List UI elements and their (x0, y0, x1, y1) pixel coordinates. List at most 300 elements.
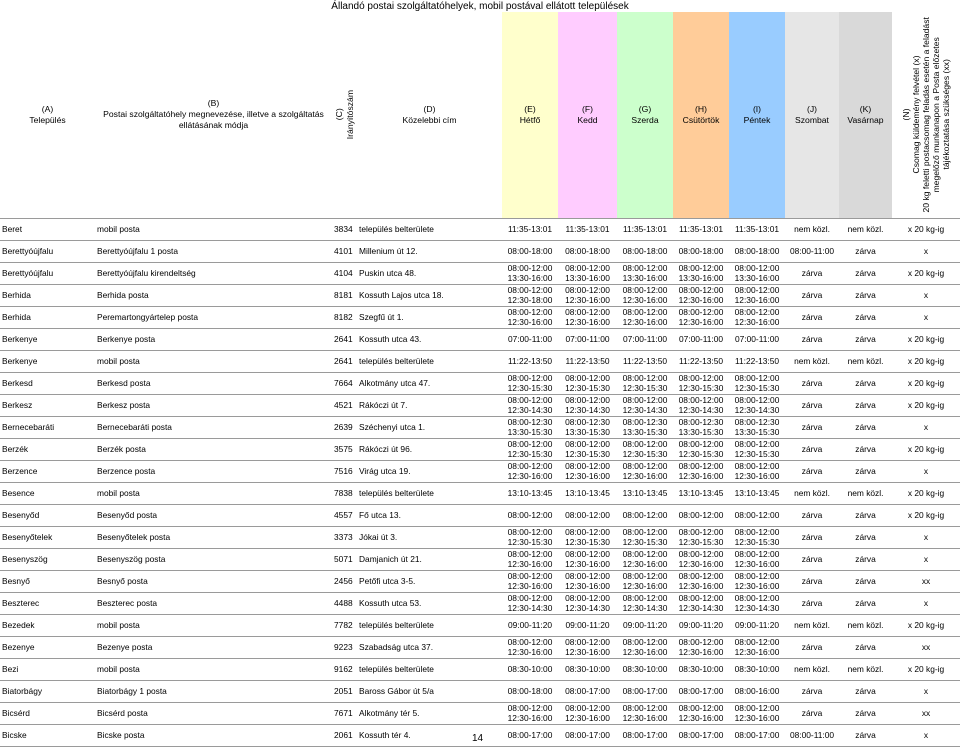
cell-n: x 20 kg-ig (907, 510, 945, 520)
cell-b: mobil posta (97, 356, 140, 366)
cell-j: zárva (801, 576, 823, 586)
cell-d: Virág utca 19. (359, 466, 411, 476)
cell-f (558, 702, 617, 724)
time-range: 13:30-15:30 (678, 427, 724, 437)
time-range: 12:30-16:00 (678, 581, 724, 591)
cell-i (729, 262, 785, 284)
time-range: 12:30-16:00 (565, 581, 610, 591)
cell-a: Berzence (2, 466, 38, 476)
header-f-line: Kedd (577, 114, 598, 125)
time-range: 08:00-12:00 (678, 549, 724, 559)
time-range: 08:00-12:00 (734, 395, 780, 405)
cell-e (502, 284, 558, 306)
cell-k: zárva (855, 444, 876, 454)
time-range: 08:00-12:00 (507, 510, 553, 520)
time-range: 12:30-15:30 (622, 537, 668, 547)
header-n-line: (N) (901, 108, 911, 121)
cell-b: Berkesz posta (97, 400, 151, 410)
cell-e (502, 526, 558, 548)
cell-f (558, 262, 617, 284)
cell-j: zárva (801, 400, 823, 410)
cell-a: Berhida (2, 290, 31, 300)
cell-d: település belterülete (359, 664, 434, 674)
time-range: 13:30-15:30 (734, 427, 780, 437)
cell-k: nem közl. (847, 224, 884, 234)
time-range: 08:00-12:00 (565, 571, 610, 581)
cell-b: Besnyő posta (97, 576, 148, 586)
time-range: 12:30-16:00 (507, 647, 553, 657)
cell-a: Berettyóújfalu (2, 268, 54, 278)
time-range: 08:00-18:00 (734, 246, 780, 256)
cell-j: zárva (801, 466, 823, 476)
cell-f (558, 680, 617, 702)
cell-e (502, 636, 558, 658)
cell-f (558, 328, 617, 350)
time-range: 08:00-12:00 (565, 373, 610, 383)
cell-a: Bezi (2, 664, 19, 674)
cell-j: nem közl. (794, 224, 830, 234)
time-range: 11:22-13:50 (734, 356, 780, 366)
time-range: 08:00-12:00 (622, 439, 668, 449)
time-range: 08:00-12:00 (734, 549, 780, 559)
cell-d: Szabadság utca 37. (359, 642, 434, 652)
cell-a: Beszterec (2, 598, 40, 608)
cell-c: 9223 (334, 642, 353, 652)
table-row (0, 218, 960, 240)
time-range: 13:10-13:45 (678, 488, 724, 498)
time-range: 13:30-15:30 (565, 427, 610, 437)
cell-c: 7838 (334, 488, 353, 498)
cell-j: zárva (801, 444, 823, 454)
cell-h (673, 504, 729, 526)
cell-j: zárva (801, 312, 823, 322)
table-body (0, 218, 960, 746)
time-range: 12:30-16:00 (734, 295, 780, 305)
cell-a: Besenyőd (2, 510, 40, 520)
cell-i (729, 372, 785, 394)
header-n-line: tájékoztatása szükséges (xx) (941, 59, 951, 170)
cell-f (558, 460, 617, 482)
time-range: 12:30-16:00 (565, 559, 610, 569)
table-row (0, 438, 960, 460)
cell-e (502, 218, 558, 240)
cell-j: 08:00-11:00 (789, 730, 835, 740)
time-range: 12:30-15:30 (507, 449, 553, 459)
time-range: 08:00-17:00 (622, 730, 668, 740)
cell-g (617, 416, 673, 438)
cell-h (673, 570, 729, 592)
cell-i (729, 548, 785, 570)
time-range: 13:30-16:00 (507, 273, 553, 283)
cell-i (729, 526, 785, 548)
time-range: 08:00-12:00 (507, 395, 553, 405)
cell-g (617, 218, 673, 240)
cell-b: Besenyőd posta (97, 510, 158, 520)
time-range: 08:00-12:00 (507, 263, 553, 273)
time-range: 08:00-12:00 (622, 549, 668, 559)
time-range: 12:30-16:00 (678, 317, 724, 327)
cell-b: Berkesd posta (97, 378, 151, 388)
cell-d: Kossuth tér 4. (359, 730, 411, 740)
cell-h (673, 306, 729, 328)
cell-h (673, 284, 729, 306)
cell-c: 3575 (334, 444, 353, 454)
time-range: 12:30-16:00 (565, 713, 610, 723)
cell-h (673, 592, 729, 614)
cell-g (617, 306, 673, 328)
time-range: 08:00-12:00 (565, 263, 610, 273)
cell-c: 8181 (334, 290, 353, 300)
cell-k: zárva (855, 730, 876, 740)
cell-e (502, 416, 558, 438)
time-range: 08:30-10:00 (565, 664, 610, 674)
table-row (0, 240, 960, 262)
time-range: 08:00-12:00 (734, 439, 780, 449)
cell-c: 7516 (334, 466, 353, 476)
table-row (0, 592, 960, 614)
time-range: 12:30-14:30 (622, 603, 668, 613)
time-range: 08:00-12:00 (734, 263, 780, 273)
cell-k: zárva (855, 378, 876, 388)
header-j-line: Szombat (795, 114, 829, 125)
time-range: 11:22-13:50 (622, 356, 668, 366)
cell-e (502, 372, 558, 394)
cell-j: zárva (801, 532, 823, 542)
cell-c: 4521 (334, 400, 353, 410)
table-row (0, 328, 960, 350)
cell-d: Kossuth utca 53. (359, 598, 422, 608)
time-range: 08:00-12:00 (622, 703, 668, 713)
time-range: 12:30-14:30 (565, 405, 610, 415)
cell-e (502, 592, 558, 614)
time-range: 12:30-14:30 (565, 603, 610, 613)
table-row (0, 658, 960, 680)
time-range: 12:30-15:30 (678, 383, 724, 393)
header-f-line: (F) (582, 103, 593, 114)
time-range: 08:00-12:00 (565, 549, 610, 559)
time-range: 08:00-12:00 (622, 395, 668, 405)
cell-i (729, 218, 785, 240)
cell-f (558, 218, 617, 240)
time-range: 08:00-12:00 (507, 439, 553, 449)
cell-k: zárva (855, 290, 876, 300)
time-range: 12:30-16:00 (622, 471, 668, 481)
cell-n: x 20 kg-ig (907, 224, 945, 234)
time-range: 12:30-16:00 (734, 559, 780, 569)
header-b-line: (B) (207, 98, 220, 109)
cell-g (617, 372, 673, 394)
header-h (673, 12, 729, 218)
cell-n: x 20 kg-ig (907, 664, 945, 674)
time-range: 12:30-16:00 (507, 581, 553, 591)
time-range: 08:00-17:00 (622, 686, 668, 696)
cell-n: xx (921, 576, 931, 586)
cell-d: Szegfű út 1. (359, 312, 404, 322)
cell-g (617, 526, 673, 548)
cell-h (673, 548, 729, 570)
cell-d: Széchenyi utca 1. (359, 422, 426, 432)
cell-a: Berkenye (2, 356, 38, 366)
time-range: 08:00-12:00 (734, 307, 780, 317)
header-n-line: Csomag küldemény felvétel (x) (911, 55, 921, 174)
cell-n: x (923, 312, 929, 322)
time-range: 08:00-12:00 (565, 307, 610, 317)
time-range: 08:00-12:00 (678, 461, 724, 471)
cell-a: Besnyő (2, 576, 30, 586)
cell-i (729, 614, 785, 636)
cell-c: 3373 (334, 532, 353, 542)
table-row (0, 680, 960, 702)
cell-g (617, 570, 673, 592)
time-range: 08:00-12:00 (678, 373, 724, 383)
cell-b: Berhida posta (97, 290, 149, 300)
page-number: 14 (472, 733, 484, 744)
time-range: 08:00-18:00 (565, 246, 610, 256)
cell-k: nem közl. (847, 620, 884, 630)
cell-g (617, 262, 673, 284)
cell-k: zárva (855, 400, 876, 410)
time-range: 08:00-18:00 (507, 246, 553, 256)
header-n-line: 20 kg feletti postacsomag feladás esetén a feladást (921, 17, 931, 213)
header-k (839, 12, 892, 218)
cell-i (729, 658, 785, 680)
time-range: 08:00-12:00 (734, 527, 780, 537)
time-range: 08:00-12:00 (565, 461, 610, 471)
time-range: 13:30-16:00 (622, 273, 668, 283)
time-range: 11:35-13:01 (507, 224, 553, 234)
time-range: 08:00-12:00 (622, 307, 668, 317)
cell-i (729, 570, 785, 592)
cell-c: 4101 (334, 246, 353, 256)
cell-b: Besenyszög posta (97, 554, 166, 564)
cell-c: 7671 (334, 708, 353, 718)
time-range: 13:10-13:45 (622, 488, 668, 498)
cell-e (502, 702, 558, 724)
time-range: 08:00-12:00 (565, 593, 610, 603)
time-range: 08:00-17:00 (678, 686, 724, 696)
cell-f (558, 526, 617, 548)
cell-j: zárva (801, 378, 823, 388)
cell-d: Fő utca 13. (359, 510, 401, 520)
cell-f (558, 658, 617, 680)
cell-i (729, 438, 785, 460)
time-range: 12:30-16:00 (678, 295, 724, 305)
cell-e (502, 306, 558, 328)
cell-n: x 20 kg-ig (907, 334, 945, 344)
time-range: 08:00-12:30 (734, 417, 780, 427)
header-k-line: (K) (859, 103, 872, 114)
time-range: 08:00-12:00 (678, 395, 724, 405)
cell-b: mobil posta (97, 664, 140, 674)
cell-j: zárva (801, 598, 823, 608)
cell-d: Baross Gábor út 5/a (359, 686, 434, 696)
table-row (0, 482, 960, 504)
header-e-line: Hétfő (519, 114, 541, 125)
cell-i (729, 504, 785, 526)
time-range: 08:00-12:00 (678, 285, 724, 295)
cell-e (502, 438, 558, 460)
cell-b: mobil posta (97, 224, 140, 234)
cell-j: nem közl. (794, 620, 830, 630)
time-range: 11:22-13:50 (565, 356, 610, 366)
time-range: 12:30-18:00 (507, 295, 553, 305)
cell-f (558, 416, 617, 438)
time-range: 12:30-15:30 (565, 383, 610, 393)
cell-g (617, 680, 673, 702)
cell-e (502, 328, 558, 350)
header-i-line: (I) (752, 103, 762, 114)
cell-k: zárva (855, 466, 876, 476)
cell-g (617, 328, 673, 350)
time-range: 13:30-15:30 (622, 427, 668, 437)
time-range: 12:30-16:00 (734, 581, 780, 591)
time-range: 13:30-16:00 (565, 273, 610, 283)
time-range: 12:30-15:30 (507, 383, 553, 393)
cell-d: település belterülete (359, 356, 434, 366)
cell-i (729, 394, 785, 416)
time-range: 08:00-12:30 (678, 417, 724, 427)
cell-n: x (923, 422, 929, 432)
time-range: 08:00-16:00 (734, 686, 780, 696)
cell-j: nem közl. (794, 356, 830, 366)
time-range: 13:10-13:45 (507, 488, 553, 498)
cell-a: Besenyőtelek (2, 532, 53, 542)
cell-k: zárva (855, 642, 876, 652)
time-range: 11:22-13:50 (678, 356, 724, 366)
cell-h (673, 372, 729, 394)
time-range: 08:00-12:00 (507, 593, 553, 603)
cell-h (673, 526, 729, 548)
cell-a: Besence (2, 488, 35, 498)
time-range: 08:00-12:00 (565, 703, 610, 713)
time-range: 09:00-11:20 (678, 620, 724, 630)
cell-i (729, 306, 785, 328)
cell-f (558, 240, 617, 262)
cell-k: zárva (855, 334, 876, 344)
header-a (0, 12, 95, 218)
header-d-line: Közelebbi cím (402, 114, 457, 125)
time-range: 08:00-12:00 (507, 307, 553, 317)
time-range: 12:30-16:00 (734, 471, 780, 481)
cell-a: Bezedek (2, 620, 35, 630)
time-range: 08:00-12:00 (678, 510, 724, 520)
table-row (0, 284, 960, 306)
cell-c: 2641 (334, 356, 353, 366)
time-range: 08:00-18:00 (678, 246, 724, 256)
time-range: 08:00-17:00 (507, 730, 553, 740)
header-d-line: (D) (423, 103, 436, 114)
cell-d: Alkotmány utca 47. (359, 378, 431, 388)
header-h-line: Csütörtök (682, 114, 720, 125)
time-range: 08:00-12:00 (507, 285, 553, 295)
cell-i (729, 460, 785, 482)
cell-j: zárva (801, 686, 823, 696)
time-range: 12:30-16:00 (622, 295, 668, 305)
time-range: 12:30-16:00 (507, 317, 553, 327)
cell-i (729, 328, 785, 350)
cell-n: x 20 kg-ig (907, 378, 945, 388)
cell-f (558, 306, 617, 328)
cell-a: Berzék (2, 444, 29, 454)
cell-i (729, 702, 785, 724)
cell-b: Besenyőtelek posta (97, 532, 171, 542)
time-range: 08:00-12:00 (507, 461, 553, 471)
cell-e (502, 658, 558, 680)
cell-n: x (923, 554, 929, 564)
header-a-line: Település (29, 114, 66, 125)
time-range: 12:30-16:00 (507, 559, 553, 569)
cell-d: Puskin utca 48. (359, 268, 417, 278)
cell-b: Bezenye posta (97, 642, 153, 652)
cell-c: 2061 (334, 730, 353, 740)
cell-c: 4557 (334, 510, 353, 520)
cell-e (502, 262, 558, 284)
header-c-text (334, 90, 356, 139)
time-range: 07:00-11:00 (678, 334, 724, 344)
time-range: 12:30-16:00 (622, 647, 668, 657)
cell-n: x (923, 246, 929, 256)
time-range: 13:10-13:45 (734, 488, 780, 498)
cell-g (617, 592, 673, 614)
header-j (785, 12, 839, 218)
time-range: 08:00-17:00 (734, 730, 780, 740)
header-b-line: Postai szolgáltatóhely megnevezése, illetve a szolgáltatás (103, 109, 324, 120)
cell-g (617, 504, 673, 526)
header-g-line: (G) (638, 103, 652, 114)
cell-g (617, 614, 673, 636)
cell-k: zárva (855, 686, 876, 696)
time-range: 12:30-16:00 (678, 647, 724, 657)
time-range: 12:30-16:00 (565, 317, 610, 327)
table-row (0, 702, 960, 724)
time-range: 09:00-11:20 (622, 620, 668, 630)
cell-e (502, 724, 558, 746)
time-range: 08:00-17:00 (565, 686, 610, 696)
cell-n: xx (921, 642, 931, 652)
cell-c: 2456 (334, 576, 353, 586)
time-range: 08:00-12:00 (678, 703, 724, 713)
cell-d: Kossuth Lajos utca 18. (359, 290, 444, 300)
cell-b: Bicsérd posta (97, 708, 148, 718)
time-range: 08:00-12:00 (678, 307, 724, 317)
cell-e (502, 570, 558, 592)
cell-n: xx (921, 708, 931, 718)
time-range: 12:30-15:30 (734, 449, 780, 459)
cell-g (617, 724, 673, 746)
cell-a: Biatorbágy (2, 686, 43, 696)
time-range: 08:00-12:00 (507, 549, 553, 559)
time-range: 12:30-15:30 (507, 537, 553, 547)
cell-d: Damjanich út 21. (359, 554, 422, 564)
time-range: 08:00-12:00 (507, 527, 553, 537)
cell-f (558, 614, 617, 636)
cell-d: Kossuth utca 43. (359, 334, 422, 344)
cell-f (558, 570, 617, 592)
cell-n: x 20 kg-ig (907, 268, 945, 278)
table-row (0, 504, 960, 526)
header-j-line: (J) (806, 103, 818, 114)
cell-d: Petőfi utca 3-5. (359, 576, 416, 586)
cell-a: Bicsérd (2, 708, 30, 718)
cell-e (502, 482, 558, 504)
time-range: 08:00-12:00 (565, 527, 610, 537)
cell-c: 8182 (334, 312, 353, 322)
time-range: 08:00-12:30 (565, 417, 610, 427)
time-range: 11:22-13:50 (507, 356, 553, 366)
time-range: 12:30-14:30 (678, 603, 724, 613)
cell-h (673, 680, 729, 702)
time-range: 08:00-12:00 (734, 703, 780, 713)
